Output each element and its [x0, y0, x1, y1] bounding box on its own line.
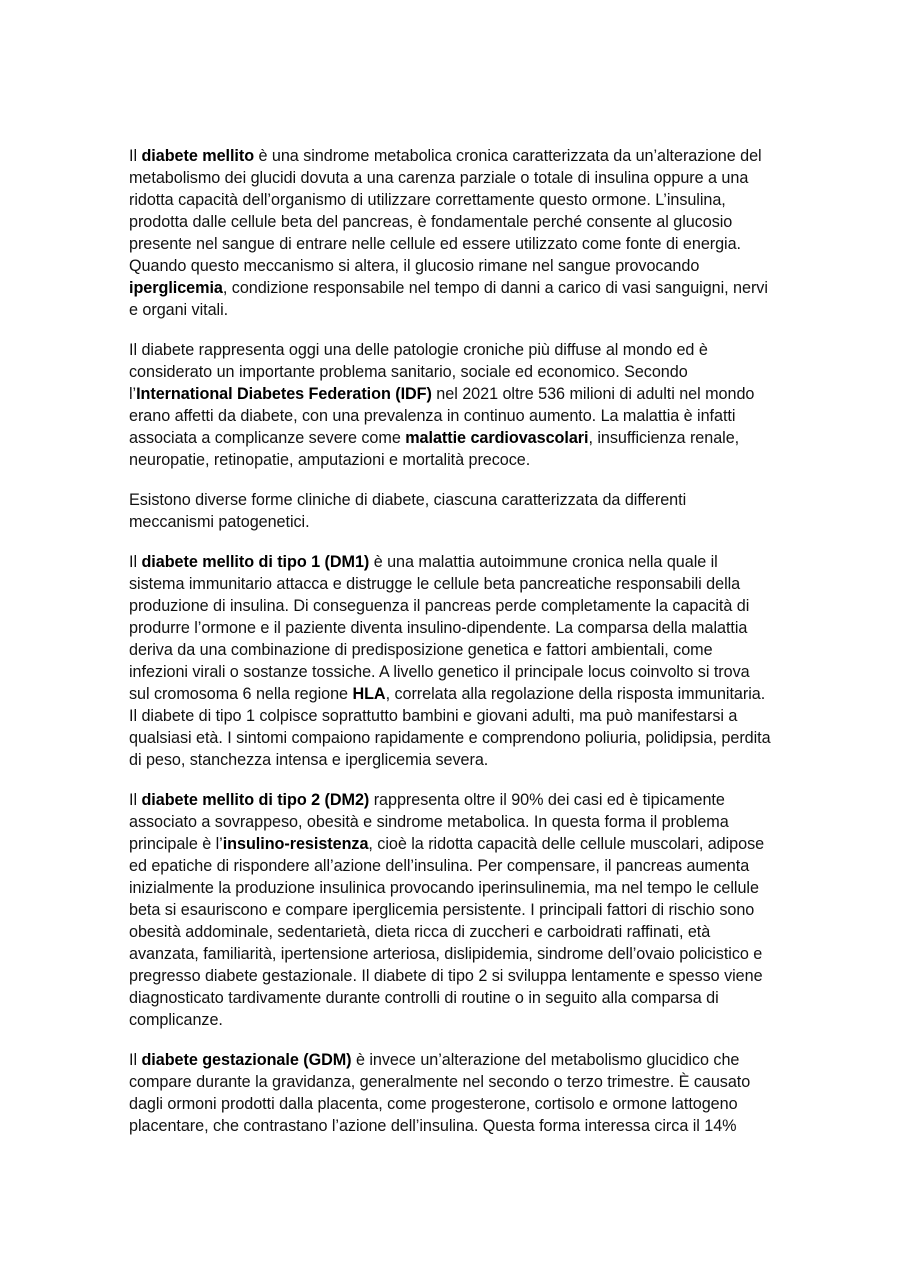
text-run: nel 2021 oltre 536 milioni di adulti nel mondo erano affetti da diabete, con una prevalenza in continuo aumento. La malattia è infatti associata a complicanze severe come: [129, 385, 755, 447]
bold-term: malattie cardiovascolari: [405, 429, 589, 447]
text-run: rappresenta oltre il 90% dei casi ed è tipicamente associato a sovrappeso, obesità e sindrome metabolica. In questa forma il problema principale è l’: [129, 791, 729, 853]
text-run: Il diabete rappresenta oggi una delle patologie croniche più diffuse al mondo ed è considerato un importante problema sanitario, sociale ed economico. Secondo l’: [129, 341, 708, 403]
text-run: , insufficienza renale, neuropatie, retinopatie, amputazioni e mortalità precoce.: [129, 429, 740, 469]
bold-term: diabete mellito di tipo 2 (DM2): [141, 791, 370, 809]
bold-term: iperglicemia: [129, 279, 223, 297]
paragraph-3: [129, 489, 774, 533]
bold-term: diabete mellito: [141, 147, 255, 165]
text-run: Esistono diverse forme cliniche di diabete, ciascuna caratterizzata da differenti meccanismi patogenetici.: [129, 491, 687, 531]
text-run: Il: [129, 791, 142, 809]
text-run: è invece un’alterazione del metabolismo glucidico che compare durante la gravidanza, generalmente nel secondo o terzo trimestre. È causato dagli ormoni prodotti dalla placenta, come progesterone, cortisolo e ormone lattogeno placentare, che contrastano l’azione dell’insulina. Questa forma interessa circa il 14%: [129, 1051, 751, 1135]
paragraph-1: [129, 145, 774, 321]
bold-term: diabete mellito di tipo 1 (DM1): [141, 553, 370, 571]
bold-term: HLA: [352, 685, 386, 703]
text-run: , condizione responsabile nel tempo di danni a carico di vasi sanguigni, nervi e organi vitali.: [129, 279, 768, 319]
text-run: è una malattia autoimmune cronica nella quale il sistema immunitario attacca e distrugge le cellule beta pancreatiche responsabili della produzione di insulina. Di conseguenza il pancreas perde completamente la capacità di produrre l’ormone e il paziente diventa insulino-dipendente. La comparsa della malattia deriva da una combinazione di predisposizione genetica e fattori ambientali, come infezioni virali o sostanze tossiche. A livello genetico il principale locus coinvolto si trova sul cromosoma 6 nella regione: [129, 553, 750, 703]
text-run: , cioè la ridotta capacità delle cellule muscolari, adipose ed epatiche di rispondere all’azione dell’insulina. Per compensare, il pancreas aumenta inizialmente la produzione insulinica provocando iperinsulinemia, ma nel tempo le cellule beta si esauriscono e compare iperglicemia persistente. I principali fattori di rischio sono obesità addominale, sedentarietà, dieta ricca di zuccheri e carboidrati raffinati, età avanzata, familiarità, ipertensione arteriosa, dislipidemia, sindrome dell’ovaio policistico e pregresso diabete gestazionale. Il diabete di tipo 2 si sviluppa lentamente e spesso viene diagnosticato tardivamente durante controlli di routine o in seguito alla comparsa di complicanze.: [129, 835, 765, 1029]
paragraph-6: [129, 1049, 774, 1137]
paragraph-5: [129, 789, 774, 1031]
bold-term: International Diabetes Federation (IDF): [136, 385, 432, 403]
text-run: , correlata alla regolazione della risposta immunitaria. Il diabete di tipo 1 colpisce soprattutto bambini e giovani adulti, ma può manifestarsi a qualsiasi età. I sintomi compaiono rapidamente e comprendono poliuria, polidipsia, perdita di peso, stanchezza intensa e iperglicemia severa.: [129, 685, 771, 769]
text-run: è una sindrome metabolica cronica caratterizzata da un’alterazione del metabolismo dei glucidi dovuta a una carenza parziale o totale di insulina oppure a una ridotta capacità dell’organismo di utilizzare correttamente questo ormone. L’insulina, prodotta dalle cellule beta del pancreas, è fondamentale perché consente al glucosio presente nel sangue di entrare nelle cellule ed essere utilizzato come fonte di energia. Quando questo meccanismo si altera, il glucosio rimane nel sangue provocando: [129, 147, 762, 275]
paragraph-2: [129, 339, 774, 471]
bold-term: insulino-resistenza: [222, 835, 369, 853]
document-body: [129, 145, 774, 1155]
paragraph-4: [129, 551, 774, 771]
text-run: Il: [129, 553, 142, 571]
bold-term: diabete gestazionale (GDM): [141, 1051, 352, 1069]
text-run: Il: [129, 147, 142, 165]
text-run: Il: [129, 1051, 142, 1069]
